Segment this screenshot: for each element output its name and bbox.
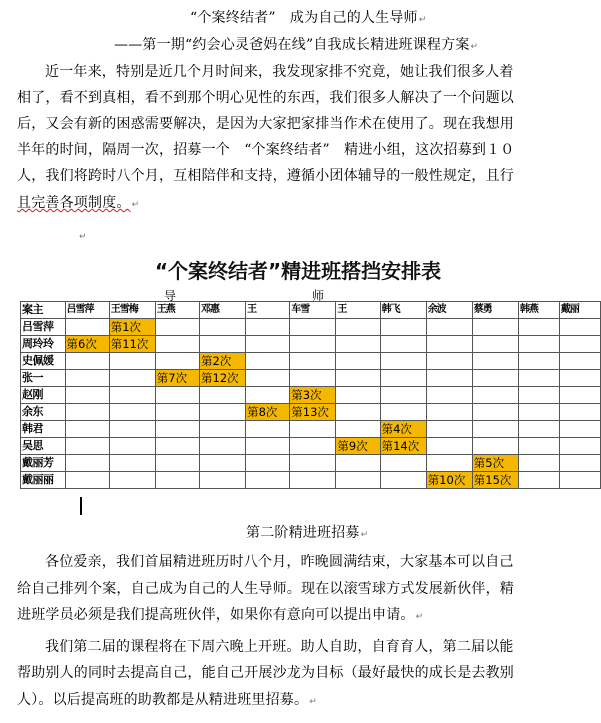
paragraph-mark-icon: ↵ — [309, 697, 317, 707]
table-cell — [559, 370, 600, 387]
table-cell — [246, 438, 290, 455]
table-cell — [426, 387, 472, 404]
table-cell — [155, 387, 199, 404]
session-cell: 第9次 — [336, 438, 380, 455]
table-cell — [559, 455, 600, 472]
table-cell — [472, 319, 518, 336]
table-cell — [426, 336, 472, 353]
table-cell — [472, 336, 518, 353]
table-cell — [65, 387, 109, 404]
corner-label: 案主 — [21, 302, 66, 319]
document-subtitle — [114, 36, 478, 56]
table-cell — [65, 421, 109, 438]
table-cell — [559, 421, 600, 438]
session-cell: 第1次 — [109, 319, 155, 336]
para2-line-3 — [17, 606, 423, 626]
para2-line-2-text: 给自己排列个案，自己成为自己的人生导师。现在以滚雪球方式发展新伙伴，精 — [17, 581, 514, 597]
table-cell — [380, 319, 426, 336]
table-cell — [109, 421, 155, 438]
table-cell — [246, 455, 290, 472]
table-cell — [155, 404, 199, 421]
session-cell: 第4次 — [380, 421, 426, 438]
document-title — [190, 9, 426, 29]
section-heading-text: 第二阶精进班招募 — [246, 525, 360, 541]
table-row — [21, 370, 601, 387]
table-cell — [200, 319, 246, 336]
table-cell — [518, 438, 559, 455]
paragraph-mark-icon: ↵ — [79, 232, 87, 242]
table-cell — [518, 336, 559, 353]
table-cell — [518, 455, 559, 472]
para1-line-4-text: 半年的时间，隔周一次，招募一个 “个案终结者” 精进小组，这次招募到１０ — [17, 142, 515, 158]
table-cell — [200, 387, 246, 404]
row-header: 史佩媛 — [21, 353, 66, 370]
table-cell — [426, 353, 472, 370]
row-header: 戴丽芳 — [21, 455, 66, 472]
document-title-text: “个案终结者” 成为自己的人生导师 — [190, 10, 418, 26]
column-header: 王燕 — [155, 302, 199, 319]
table-cell — [290, 472, 336, 489]
row-header: 余东 — [21, 404, 66, 421]
table-row — [21, 438, 601, 455]
table-cell — [155, 438, 199, 455]
table-cell — [426, 370, 472, 387]
table-cell — [290, 421, 336, 438]
row-header: 戴丽丽 — [21, 472, 66, 489]
paragraph-mark-icon: ↵ — [470, 42, 479, 52]
table-row — [21, 421, 601, 438]
text-cursor — [80, 497, 82, 515]
session-cell: 第2次 — [200, 353, 246, 370]
column-header: 车雪 — [290, 302, 336, 319]
table-cell — [426, 421, 472, 438]
table-cell — [109, 370, 155, 387]
table-cell — [65, 353, 109, 370]
table-cell — [380, 404, 426, 421]
table-cell — [559, 472, 600, 489]
table-row — [21, 336, 601, 353]
column-header: 韩燕 — [518, 302, 559, 319]
column-header: 邓惠 — [200, 302, 246, 319]
column-header: 王 — [246, 302, 290, 319]
table-cell — [290, 455, 336, 472]
table-cell — [472, 353, 518, 370]
table-cell — [336, 387, 380, 404]
row-header: 张一 — [21, 370, 66, 387]
para1-line-2 — [17, 89, 514, 107]
table-cell — [246, 370, 290, 387]
table-cell — [109, 353, 155, 370]
paragraph-mark-icon: ↵ — [131, 200, 140, 210]
para2-line-1-text: 各位爱亲，我们首届精进班历时八个月，昨晚圆满结束，大家基本可以自己 — [45, 554, 514, 570]
table-cell — [559, 404, 600, 421]
table-cell — [246, 472, 290, 489]
table-cell — [246, 387, 290, 404]
table-cell — [200, 404, 246, 421]
table-cell — [336, 472, 380, 489]
table-cell — [109, 387, 155, 404]
para1-line-3-text: 后，又会有新的困惑需要解决，是因为大家把家排当作术在使用了。现在我想用 — [17, 116, 514, 132]
table-cell — [155, 353, 199, 370]
table-cell — [336, 404, 380, 421]
table-cell — [65, 455, 109, 472]
para1-line-2-text: 相了，看不到真相，看不到那个明心见性的东西，我们很多人解决了一个问题以 — [17, 90, 514, 106]
table-cell — [380, 353, 426, 370]
table-cell — [380, 370, 426, 387]
session-cell: 第6次 — [65, 336, 109, 353]
table-cell — [290, 438, 336, 455]
table-cell — [518, 370, 559, 387]
session-cell: 第12次 — [200, 370, 246, 387]
table-cell — [155, 472, 199, 489]
table-cell — [200, 421, 246, 438]
table-cell — [426, 404, 472, 421]
para2-line-2 — [17, 580, 514, 598]
session-cell: 第15次 — [472, 472, 518, 489]
paragraph-mark-icon: ↵ — [360, 530, 369, 540]
table-cell — [109, 455, 155, 472]
table-cell — [155, 421, 199, 438]
para1-line-6 — [17, 194, 139, 214]
table-cell — [559, 438, 600, 455]
column-header: 吕雪萍 — [65, 302, 109, 319]
column-header: 余波 — [426, 302, 472, 319]
table-cell — [336, 336, 380, 353]
table-row — [21, 387, 601, 404]
column-header: 王 — [336, 302, 380, 319]
session-cell: 第3次 — [290, 387, 336, 404]
table-cell — [380, 455, 426, 472]
table-cell — [426, 455, 472, 472]
table-cell — [380, 336, 426, 353]
table-cell — [518, 404, 559, 421]
session-cell: 第10次 — [426, 472, 472, 489]
table-cell — [200, 438, 246, 455]
column-header: 戴丽 — [559, 302, 600, 319]
table-cell — [246, 353, 290, 370]
row-header: 吴思 — [21, 438, 66, 455]
table-cell — [65, 404, 109, 421]
table-cell — [472, 387, 518, 404]
table-row — [21, 455, 601, 472]
row-header: 周玲玲 — [21, 336, 66, 353]
para3-line-1 — [45, 638, 514, 656]
table-cell — [472, 370, 518, 387]
para1-line-5-text: 人，我们将跨时八个月，互相陪伴和支持，遵循小团体辅导的一般性规定，且行 — [17, 168, 514, 184]
schedule-table — [20, 301, 601, 489]
para3-line-1-text: 我们第二届的课程将在下周六晚上开班。助人自助，自育育人，第二届以能 — [45, 639, 514, 655]
document-subtitle-text: ——第一期“约会心灵爸妈在线”自我成长精进班课程方案 — [114, 37, 470, 53]
table-cell — [65, 319, 109, 336]
table-cell — [336, 455, 380, 472]
session-cell: 第5次 — [472, 455, 518, 472]
row-header: 吕雪萍 — [21, 319, 66, 336]
table-cell — [65, 472, 109, 489]
session-cell: 第14次 — [380, 438, 426, 455]
section-heading — [246, 524, 368, 544]
table-row — [21, 404, 601, 421]
table-cell — [559, 336, 600, 353]
table-row — [21, 472, 601, 489]
para1-line-1-text: 近一年来，特别是近几个月时间来，我发现家排不究竟，她让我们很多人着 — [45, 64, 514, 80]
table-cell — [290, 336, 336, 353]
column-header: 王雪梅 — [109, 302, 155, 319]
paragraph-mark-icon: ↵ — [415, 612, 424, 622]
table-cell — [472, 404, 518, 421]
session-cell: 第11次 — [109, 336, 155, 353]
para1-line-3 — [17, 115, 514, 133]
table-cell — [472, 438, 518, 455]
table-cell — [518, 421, 559, 438]
para3-line-3-text: 人）。以后提高班的助教都是从精进班里招募。 — [17, 692, 309, 708]
row-header: 韩君 — [21, 421, 66, 438]
table-cell — [518, 353, 559, 370]
paragraph-mark-icon: ↵ — [418, 15, 427, 25]
table-cell — [472, 421, 518, 438]
table-cell — [109, 472, 155, 489]
table-cell — [246, 421, 290, 438]
table-cell — [155, 319, 199, 336]
table-cell — [518, 319, 559, 336]
para3-line-2-text: 帮助别人的同时去提高自己，能自己开展沙龙为目标（最好最快的成长是去教别 — [17, 665, 514, 681]
para1-line-1 — [45, 63, 514, 81]
table-cell — [109, 438, 155, 455]
para1-line-6-text: 且完善各项制度。 — [17, 195, 131, 211]
table-cell — [518, 472, 559, 489]
para2-line-1 — [45, 553, 514, 571]
table-title: “个案终结者”精进班搭挡安排表 — [154, 259, 442, 283]
table-row — [21, 353, 601, 370]
para2-line-3-text: 进班学员必须是我们提高班伙伴，如果你有意向可以提出申请。 — [17, 607, 415, 623]
column-header: 韩飞 — [380, 302, 426, 319]
row-header: 赵刚 — [21, 387, 66, 404]
table-cell — [336, 370, 380, 387]
session-cell: 第7次 — [155, 370, 199, 387]
session-cell: 第8次 — [246, 404, 290, 421]
para3-line-3 — [17, 691, 317, 711]
table-cell — [559, 319, 600, 336]
table-cell — [246, 336, 290, 353]
table-cell — [559, 387, 600, 404]
table-cell — [336, 421, 380, 438]
table-cell — [200, 455, 246, 472]
table-cell — [290, 370, 336, 387]
session-cell: 第13次 — [290, 404, 336, 421]
table-cell — [246, 319, 290, 336]
table-cell — [200, 472, 246, 489]
table-cell — [155, 336, 199, 353]
table-cell — [65, 370, 109, 387]
table-cell — [336, 319, 380, 336]
table-cell — [290, 319, 336, 336]
table-cell — [200, 336, 246, 353]
group-header-left: 导 — [164, 289, 177, 303]
para1-line-5 — [17, 167, 514, 185]
table-cell — [426, 438, 472, 455]
table-cell — [336, 353, 380, 370]
table-cell — [559, 353, 600, 370]
table-row — [21, 319, 601, 336]
table-cell — [518, 387, 559, 404]
table-cell — [426, 319, 472, 336]
para3-line-2 — [17, 664, 514, 682]
para1-line-4 — [17, 141, 515, 159]
column-header: 蔡勇 — [472, 302, 518, 319]
table-cell — [380, 472, 426, 489]
table-cell — [380, 387, 426, 404]
table-cell — [290, 353, 336, 370]
group-header-right: 师 — [312, 289, 325, 303]
table-cell — [109, 404, 155, 421]
table-cell — [155, 455, 199, 472]
table-cell — [65, 438, 109, 455]
empty-paragraph — [78, 226, 87, 246]
